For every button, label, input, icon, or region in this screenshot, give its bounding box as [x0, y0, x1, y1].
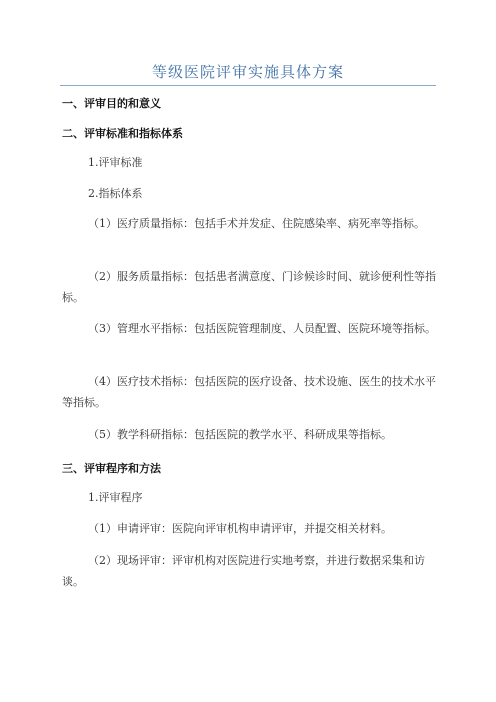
- title-divider: [60, 85, 436, 86]
- document-title: 等级医院评审实施具体方案: [151, 63, 344, 81]
- paragraph-management-level: （3）管理水平指标：包括医院管理制度、人员配置、医院环境等指标。: [88, 322, 436, 335]
- paragraph-procedure: 1.评审程序: [88, 491, 143, 504]
- paragraph-indicator-system: 2.指标体系: [88, 187, 143, 200]
- paragraph-medical-quality: （1）医疗质量指标：包括手术并发症、住院感染率、病死率等指标。: [88, 217, 425, 230]
- paragraph-teaching-research: （5）教学科研指标：包括医院的教学水平、科研成果等指标。: [88, 428, 392, 441]
- paragraph-standards: 1.评审标准: [88, 156, 143, 169]
- section-heading-standards: 二、评审标准和指标体系: [62, 127, 183, 140]
- paragraph-application: （1）申请评审：医院向评审机构申请评审，并提交相关材料。: [88, 522, 392, 535]
- section-heading-purpose: 一、评审目的和意义: [62, 97, 161, 110]
- paragraph-onsite-review: （2）现场评审：评审机构对医院进行实地考察，并进行数据采集和访谈。: [62, 554, 425, 588]
- paragraph-medical-technology: （4）医疗技术指标：包括医院的医疗设备、技术设施、医生的技术水平等指标。: [62, 375, 436, 409]
- section-heading-procedure: 三、评审程序和方法: [62, 462, 161, 475]
- paragraph-service-quality: （2）服务质量指标：包括患者满意度、门诊候诊时间、就诊便利性等指标。: [62, 270, 436, 304]
